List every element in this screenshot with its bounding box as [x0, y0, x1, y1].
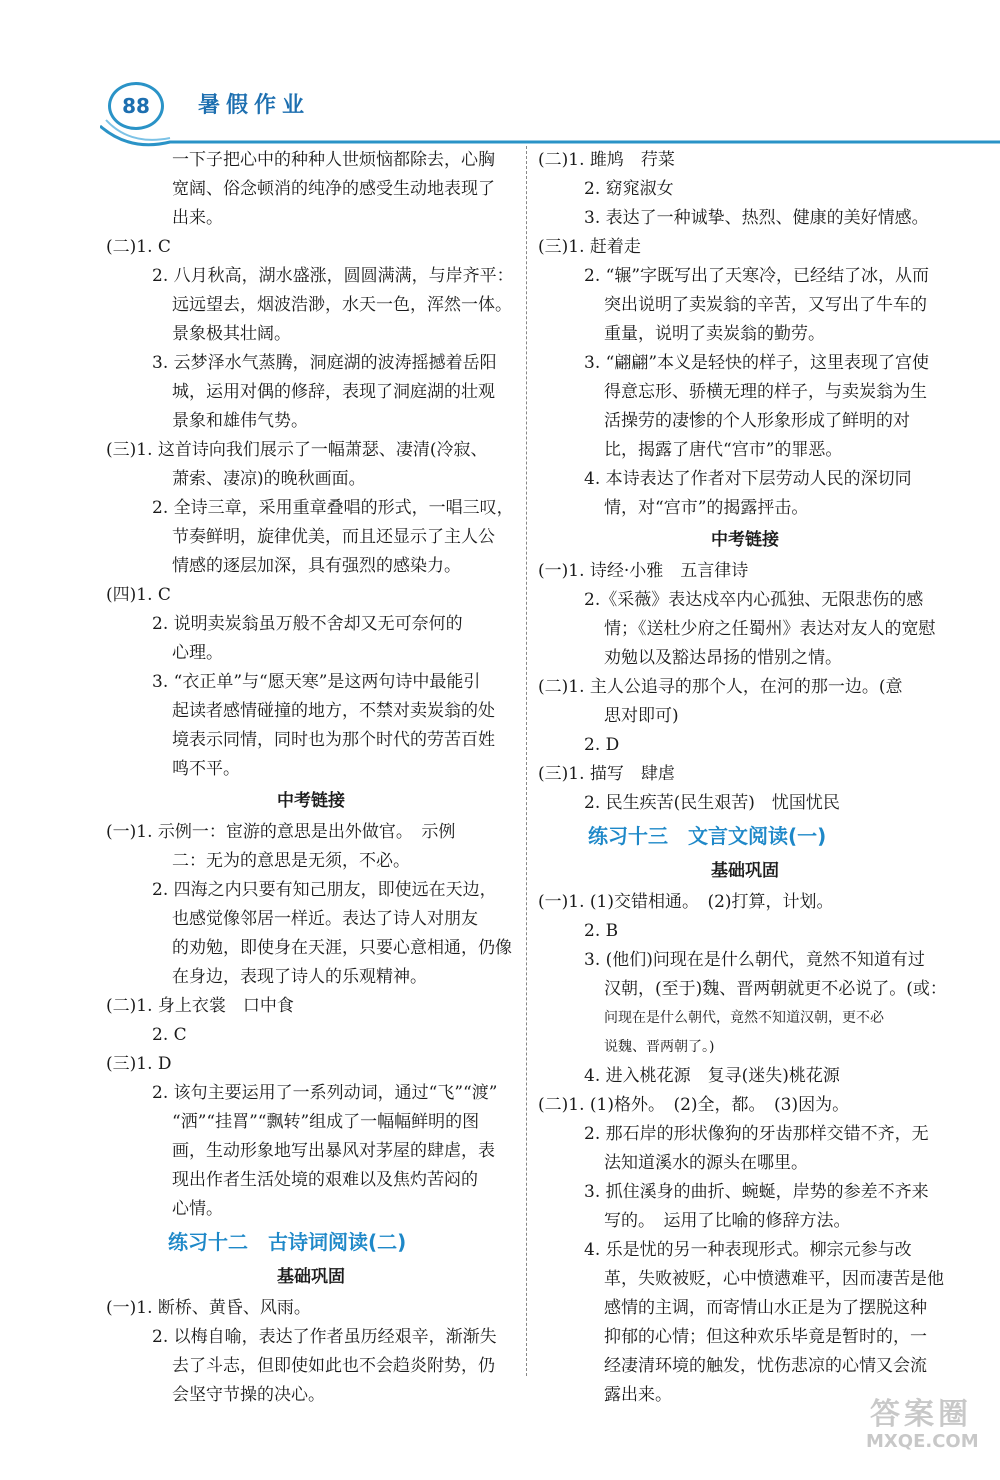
text-line: 会坚守节操的决心。: [172, 1385, 325, 1405]
text-line: 情，对“宫市”的揭露抨击。: [604, 498, 809, 518]
text-line: 心理。: [172, 643, 223, 663]
text-line: 4. 本诗表达了作者对下层劳动人民的深切同: [584, 469, 912, 489]
text-line: 景象和雄伟气势。: [172, 411, 308, 431]
text-line: (一)1. (1)交错相通。 (2)打算，计划。: [538, 892, 834, 912]
text-line: (二)1. C: [106, 237, 171, 257]
text-line: 一下子把心中的种种人世烦恼都除去，心胸: [172, 150, 495, 170]
text-line: 2. 那石岸的形状像狗的牙齿那样交错不齐，无: [584, 1124, 929, 1144]
text-line: 问现在是什么朝代，竟然不知道汉朝，更不必: [604, 1010, 884, 1026]
text-line: (二)1. 身上衣裳 口中食: [106, 996, 294, 1016]
text-line: 汉朝，(至于)魏、晋两朝就更不必说了。(或：: [604, 979, 947, 999]
text-line: 3. 抓住溪身的曲折、蜿蜒，岸势的参差不齐来: [584, 1182, 929, 1202]
text-line: 情；《送杜少府之任蜀州》表达对友人的宽慰: [604, 619, 936, 639]
text-line: 城，运用对偶的修辞，表现了洞庭湖的壮观: [172, 382, 495, 402]
text-line: 2. 四海之内只要有知己朋友，即使远在天边，: [152, 880, 497, 900]
text-line: 革，失败被贬，心中愤懑难平，因而凄苦是他: [604, 1269, 944, 1289]
text-line: 在身边，表现了诗人的乐观精神。: [172, 967, 427, 987]
text-line: 2. 全诗三章，采用重章叠唱的形式，一唱三叹，: [152, 498, 514, 518]
text-line: 2.《采薇》表达戍卒内心孤独、无限悲伤的感: [584, 590, 924, 610]
text-line: 出来。: [172, 208, 223, 228]
text-line: 经凄清环境的触发，忧伤悲凉的心情又会流: [604, 1356, 927, 1376]
watermark-top: 答案圈: [870, 1397, 972, 1432]
text-line: 去了斗志，但即使如此也不会趋炎附势，仍: [172, 1356, 495, 1376]
text-line: 的劝勉，即使身在天涯，只要心意相通，仍像: [172, 938, 512, 958]
text-line: 重量，说明了卖炭翁的勤劳。: [604, 324, 825, 344]
text-line: 心情。: [172, 1199, 223, 1219]
page-header: [100, 82, 1000, 142]
text-line: 情感的逐层加深，具有强烈的感染力。: [172, 556, 461, 576]
text-line: 2. D: [584, 735, 620, 755]
text-line: 露出来。: [604, 1385, 672, 1405]
text-line: 感情的主调，而寄情山水正是为了摆脱这种: [604, 1298, 927, 1318]
text-line: 3. 表达了一种诚挚、热烈、健康的美好情感。: [584, 208, 929, 228]
text-line: 宽阔、俗念顿消的纯净的感受生动地表现了: [172, 179, 495, 199]
text-line: 2. 民生疾苦(民生艰苦) 忧国忧民: [584, 793, 840, 813]
text-line: 境表示同情，同时也为那个时代的劳苦百姓: [172, 730, 495, 750]
text-line: (四)1. C: [106, 585, 171, 605]
section-heading: 基础巩固: [711, 861, 779, 881]
text-line: 画，生动形象地写出暴风对茅屋的肆虐，表: [172, 1141, 495, 1161]
text-line: 起读者感情碰撞的地方，不禁对卖炭翁的处: [172, 701, 495, 721]
text-line: (一)1. 示例一：宦游的意思是出外做官。 示例: [106, 822, 456, 842]
text-line: 3. (他们)问现在是什么朝代，竟然不知道有过: [584, 950, 925, 970]
text-line: 法知道溪水的源头在哪里。: [604, 1153, 808, 1173]
text-line: 思对即可): [604, 706, 679, 726]
text-line: 写的。 运用了比喻的修辞方法。: [604, 1211, 851, 1231]
text-line: 4. 乐是忧的另一种表现形式。柳宗元参与改: [584, 1240, 912, 1260]
right-column: [538, 146, 952, 1410]
text-line: 得意忘形、骄横无理的样子，与卖炭翁为生: [604, 382, 927, 402]
text-line: 远远望去，烟波浩渺，水天一色，浑然一体。: [172, 295, 512, 315]
text-line: (二)1. 雎鸠 荇菜: [538, 150, 675, 170]
exercise-title: 练习十二 古诗词阅读(二): [168, 1230, 407, 1254]
section-heading: 中考链接: [711, 530, 779, 550]
text-line: 比，揭露了唐代“宫市”的罪恶。: [604, 440, 843, 460]
left-column: [106, 146, 516, 1410]
text-line: 活操劳的凄惨的个人形象形成了鲜明的对: [604, 411, 910, 431]
text-line: 2. 说明卖炭翁虽万般不舍却又无可奈何的: [152, 614, 463, 634]
text-line: 2. 八月秋高，湖水盛涨，圆圆满满，与岸齐平：: [152, 266, 514, 286]
text-line: 3. 云梦泽水气蒸腾，洞庭湖的波涛摇撼着岳阳: [152, 353, 497, 373]
text-line: 说魏、晋两朝了。): [604, 1039, 715, 1055]
watermark-bottom: MXQE.COM: [866, 1431, 979, 1452]
text-line: 2. C: [152, 1025, 187, 1045]
text-line: 3. “翩翩”本义是轻快的样子，这里表现了宫使: [584, 353, 930, 373]
text-line: 2. 该句主要运用了一系列动词，通过“飞”“渡”: [152, 1083, 498, 1103]
text-line: (二)1. (1)格外。 (2)全，都。 (3)因为。: [538, 1095, 850, 1115]
text-line: 突出说明了卖炭翁的辛苦，又写出了牛车的: [604, 295, 927, 315]
page-number: 88: [108, 82, 164, 130]
text-line: 4. 进入桃花源 复寻(迷失)桃花源: [584, 1066, 840, 1086]
text-line: 2. B: [584, 921, 619, 941]
column-divider: [526, 146, 527, 1376]
text-line: 2. 窈窕淑女: [584, 179, 674, 199]
section-heading: 基础巩固: [277, 1267, 345, 1287]
header-title: 暑假作业: [198, 93, 311, 118]
text-line: (一)1. 诗经·小雅 五言律诗: [538, 561, 749, 581]
exercise-title: 练习十三 文言文阅读(一): [588, 824, 827, 848]
text-line: “洒”“挂罥”“飘转”组成了一幅幅鲜明的图: [172, 1112, 480, 1132]
watermark-logo: [866, 1397, 979, 1458]
text-line: 2. “辗”字既写出了天寒冷，已经结了冰，从而: [584, 266, 930, 286]
text-line: (二)1. 主人公追寻的那个人，在河的那一边。(意: [538, 677, 903, 697]
text-line: 鸣不平。: [172, 759, 240, 779]
text-line: (一)1. 断桥、黄昏、风雨。: [106, 1298, 311, 1318]
text-line: (三)1. D: [106, 1054, 172, 1074]
text-line: 2. 以梅自喻，表达了作者虽历经艰辛，渐渐失: [152, 1327, 497, 1347]
text-line: 景象极其壮阔。: [172, 324, 291, 344]
text-line: (三)1. 赶着走: [538, 237, 641, 257]
text-line: 3. “衣正单”与“愿天寒”是这两句诗中最能引: [152, 672, 481, 692]
text-line: 现出作者生活处境的艰难以及焦灼苦闷的: [172, 1170, 478, 1190]
text-line: 二：无为的意思是无须，不必。: [172, 851, 410, 871]
text-line: (三)1. 这首诗向我们展示了一幅萧瑟、凄清(冷寂、: [106, 440, 488, 460]
text-line: 劝勉以及豁达昂扬的惜别之情。: [604, 648, 842, 668]
text-line: 节奏鲜明，旋律优美，而且还显示了主人公: [172, 527, 495, 547]
section-heading: 中考链接: [277, 791, 345, 811]
text-line: 抑郁的心情；但这种欢乐毕竟是暂时的，一: [604, 1327, 927, 1347]
text-line: 也感觉像邻居一样近。表达了诗人对朋友: [172, 909, 478, 929]
text-line: 萧索、凄凉)的晚秋画面。: [172, 469, 366, 489]
text-line: (三)1. 描写 肆虐: [538, 764, 675, 784]
